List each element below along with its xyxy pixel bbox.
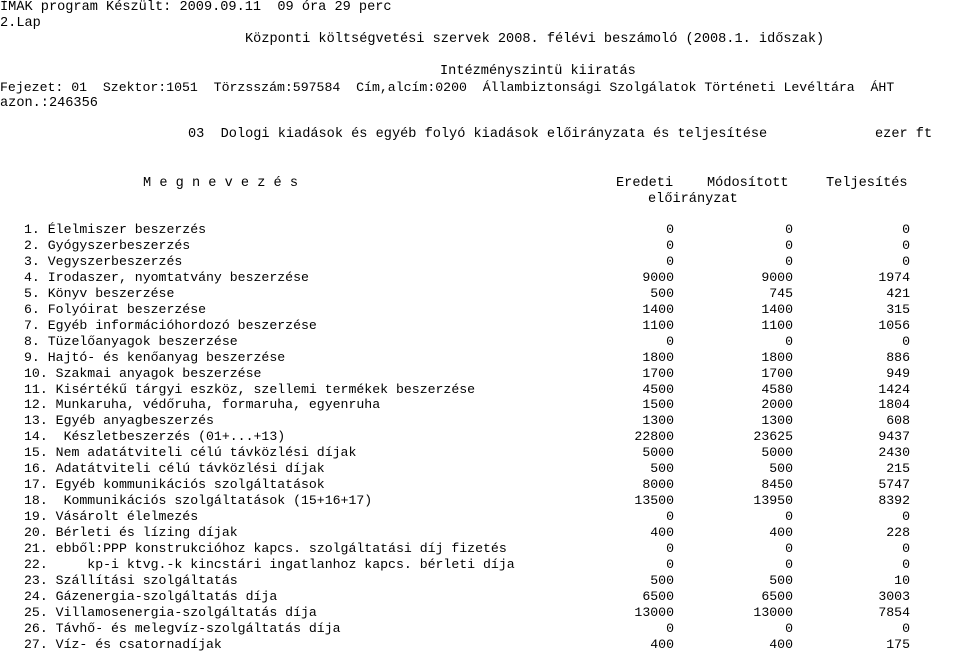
row-modositott: 1400	[761, 301, 793, 317]
row-name: 9. Hajtó- és kenőanyag beszerzése	[24, 349, 286, 365]
row-eredeti: 0	[666, 620, 674, 636]
row-name: 11. Kisértékű tárgyi eszköz, szellemi termékek beszerzése	[24, 381, 476, 397]
table-row	[0, 334, 960, 350]
row-name: 15. Nem adatátviteli célú távközlési díjak	[24, 445, 357, 461]
row-name: 20. Bérleti és lízing díjak	[24, 525, 238, 540]
row-teljesites: 1804	[878, 397, 910, 413]
row-teljesites: 1056	[878, 317, 910, 333]
row-eredeti: 400	[650, 525, 674, 540]
row-eredeti: 6500	[642, 588, 674, 604]
row-name: 16. Adatátviteli célú távközlési díjak	[24, 461, 325, 477]
table-row	[0, 270, 960, 286]
table-row	[0, 477, 960, 493]
table-row	[0, 573, 960, 589]
table-row	[0, 541, 960, 557]
table-row	[0, 350, 960, 366]
row-name: 21. ebből:PPP konstrukcióhoz kapcs. szolgáltatási díj fizetés	[24, 541, 507, 556]
table-row	[0, 493, 960, 509]
row-name: 27. Víz- és csatornadíjak	[24, 636, 222, 652]
row-name: 7. Egyéb információhordozó beszerzése	[24, 317, 317, 333]
row-teljesites: 2430	[878, 445, 910, 461]
row-name: 3. Vegyszerbeszerzés	[24, 253, 183, 269]
row-name: 18. Kommunikációs szolgáltatások (15+16+17)	[24, 493, 373, 509]
table-row	[0, 637, 960, 653]
column-header-name: M e g n e v e z é s	[143, 176, 298, 191]
report-subtitle: Intézményszintü kiiratás	[440, 64, 636, 79]
row-eredeti: 1300	[642, 413, 674, 429]
row-eredeti: 0	[666, 237, 674, 253]
row-modositott: 1300	[761, 413, 793, 429]
table-row	[0, 286, 960, 302]
row-eredeti: 400	[650, 636, 674, 652]
row-teljesites: 0	[902, 541, 910, 556]
table-row	[0, 238, 960, 254]
row-name: 12. Munkaruha, védőruha, formaruha, egyenruha	[24, 397, 381, 413]
row-modositott: 1700	[761, 365, 793, 381]
program-info: ÌMÁK program Készült: 2009.09.11 09 óra 29 perc	[0, 0, 392, 15]
table-row	[0, 525, 960, 541]
institution-info: Fejezet: 01 Szektor:1051 Törzsszám:597584 Cím,alcím:0200 Állambiztonsági Szolgálatok Történeti Levéltára ÁHT	[0, 80, 895, 95]
row-name: 1. Élelmiszer beszerzés	[24, 222, 207, 237]
row-teljesites: 0	[902, 509, 910, 525]
row-modositott: 500	[769, 461, 793, 477]
row-name: 10. Szakmai anyagok beszerzése	[24, 365, 262, 381]
row-teljesites: 608	[886, 413, 910, 429]
row-eredeti: 13000	[634, 604, 674, 620]
table-row	[0, 366, 960, 382]
row-name: 2. Gyógyszerbeszerzés	[24, 237, 191, 253]
row-name: 25. Villamosenergia-szolgáltatás díja	[24, 604, 317, 620]
row-name: 5. Könyv beszerzése	[24, 285, 175, 301]
row-teljesites: 175	[886, 636, 910, 652]
row-teljesites: 0	[902, 333, 910, 349]
row-modositott: 400	[769, 636, 793, 652]
row-modositott: 2000	[761, 397, 793, 413]
row-eredeti: 1100	[642, 317, 674, 333]
table-row	[0, 557, 960, 573]
table-row	[0, 382, 960, 398]
row-teljesites: 5747	[878, 477, 910, 493]
row-eredeti: 8000	[642, 477, 674, 493]
row-eredeti: 0	[666, 333, 674, 349]
row-teljesites: 421	[886, 285, 910, 301]
table-row	[0, 509, 960, 525]
row-eredeti: 5000	[642, 445, 674, 461]
row-name: 26. Távhő- és melegvíz-szolgáltatás díja	[24, 620, 341, 636]
row-modositott: 13000	[753, 604, 793, 620]
report-title: Központi költségvetési szervek 2008. félévi beszámoló (2008.1. időszak)	[245, 32, 825, 47]
row-eredeti: 500	[650, 572, 674, 588]
table-row	[0, 605, 960, 621]
row-modositott: 1100	[761, 317, 793, 333]
table-row	[0, 621, 960, 637]
row-modositott: 8450	[761, 477, 793, 493]
row-eredeti: 500	[650, 285, 674, 301]
row-teljesites: 0	[902, 222, 910, 237]
row-modositott: 0	[785, 541, 793, 556]
row-modositott: 9000	[761, 269, 793, 285]
row-eredeti: 500	[650, 461, 674, 477]
row-eredeti: 22800	[634, 429, 674, 445]
table-row	[0, 445, 960, 461]
row-modositott: 745	[769, 285, 793, 301]
row-name: 4. Irodaszer, nyomtatvány beszerzése	[24, 269, 309, 285]
row-eredeti: 1400	[642, 301, 674, 317]
row-modositott: 23625	[753, 429, 793, 445]
column-header-eloiranyzat: előirányzat	[648, 192, 738, 207]
column-header-eredeti: Eredeti	[616, 176, 674, 191]
row-teljesites: 10	[894, 572, 910, 588]
table-row	[0, 429, 960, 445]
row-eredeti: 9000	[642, 269, 674, 285]
row-modositott: 0	[785, 557, 793, 572]
row-modositott: 400	[769, 525, 793, 540]
row-modositott: 5000	[761, 445, 793, 461]
row-modositott: 1800	[761, 349, 793, 365]
row-modositott: 0	[785, 509, 793, 525]
row-teljesites: 215	[886, 461, 910, 477]
row-teljesites: 0	[902, 237, 910, 253]
row-eredeti: 0	[666, 557, 674, 572]
section-title: 03 Dologi kiadások és egyéb folyó kiadások előirányzata és teljesítése	[188, 127, 768, 142]
row-eredeti: 1800	[642, 349, 674, 365]
table-row	[0, 397, 960, 413]
table-row	[0, 461, 960, 477]
row-eredeti: 13500	[634, 493, 674, 509]
row-name: 23. Szállítási szolgáltatás	[24, 572, 238, 588]
row-modositott: 0	[785, 333, 793, 349]
row-teljesites: 1974	[878, 269, 910, 285]
column-header-teljesites: Teljesítés	[826, 176, 908, 191]
table-row	[0, 222, 960, 238]
row-eredeti: 0	[666, 222, 674, 237]
table-row	[0, 254, 960, 270]
row-teljesites: 0	[902, 253, 910, 269]
table-row	[0, 318, 960, 334]
row-eredeti: 4500	[642, 381, 674, 397]
row-name: 13. Egyéb anyagbeszerzés	[24, 413, 214, 429]
table-row	[0, 413, 960, 429]
institution-id: azon.:246356	[0, 96, 98, 111]
row-teljesites: 3003	[878, 588, 910, 604]
row-eredeti: 0	[666, 253, 674, 269]
row-teljesites: 228	[886, 525, 910, 540]
row-name: 17. Egyéb kommunikációs szolgáltatások	[24, 477, 325, 493]
row-teljesites: 0	[902, 557, 910, 572]
row-teljesites: 8392	[878, 493, 910, 509]
row-teljesites: 1424	[878, 381, 910, 397]
row-eredeti: 0	[666, 509, 674, 525]
row-teljesites: 949	[886, 365, 910, 381]
column-header-modositott: Módosított	[707, 176, 789, 191]
row-modositott: 0	[785, 620, 793, 636]
row-modositott: 13950	[753, 493, 793, 509]
row-name: 8. Tüzelőanyagok beszerzése	[24, 333, 238, 349]
row-modositott: 0	[785, 222, 793, 237]
row-teljesites: 886	[886, 349, 910, 365]
row-teljesites: 7854	[878, 604, 910, 620]
row-eredeti: 0	[666, 541, 674, 556]
unit-label: ezer ft	[875, 127, 933, 142]
row-name: 24. Gázenergia-szolgáltatás díja	[24, 588, 278, 604]
row-name: 19. Vásárolt élelmezés	[24, 509, 199, 525]
row-name: 14. Készletbeszerzés (01+...+13)	[24, 429, 286, 445]
row-teljesites: 315	[886, 301, 910, 317]
row-eredeti: 1500	[642, 397, 674, 413]
row-teljesites: 9437	[878, 429, 910, 445]
page-number: 2.Lap	[0, 16, 41, 31]
row-modositott: 500	[769, 572, 793, 588]
row-eredeti: 1700	[642, 365, 674, 381]
table-row	[0, 302, 960, 318]
row-modositott: 0	[785, 237, 793, 253]
row-teljesites: 0	[902, 620, 910, 636]
row-name: 22. kp-i ktvg.-k kincstári ingatlanhoz kapcs. bérleti díja	[24, 557, 515, 572]
row-modositott: 6500	[761, 588, 793, 604]
row-name: 6. Folyóirat beszerzése	[24, 301, 207, 317]
table-row	[0, 589, 960, 605]
row-modositott: 0	[785, 253, 793, 269]
row-modositott: 4580	[761, 381, 793, 397]
